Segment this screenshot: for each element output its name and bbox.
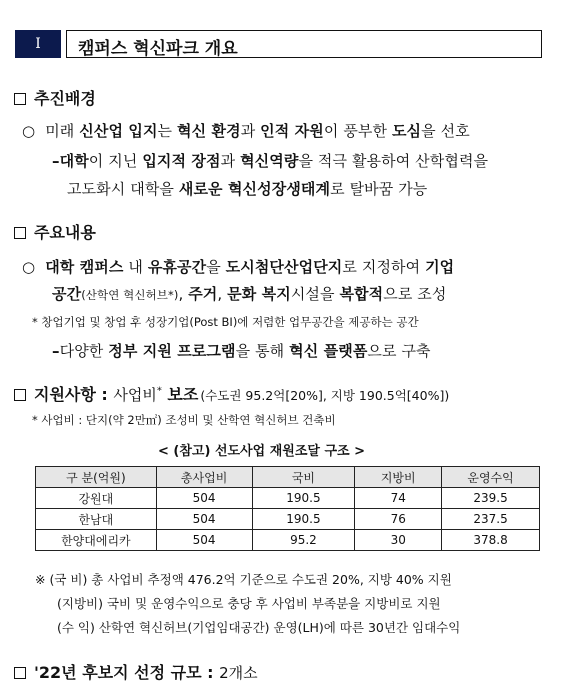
checkbox-square-icon <box>14 667 26 679</box>
column-header: 총사업비 <box>156 467 252 488</box>
footnote-national-funding: ※ (국 비) 총 사업비 추정액 476.2억 기준으로 수도권 20%, 지방 40% 지원 <box>35 572 452 587</box>
table-cell: 한양대에리카 <box>36 530 157 551</box>
column-header: 운영수익 <box>442 467 540 488</box>
paragraph-content-3: –다양한 정부 지원 프로그램을 통해 혁신 플랫폼으로 구축 <box>52 342 431 360</box>
table-cell: 504 <box>156 509 252 530</box>
table-cell: 강원대 <box>36 488 157 509</box>
table-cell: 237.5 <box>442 509 540 530</box>
table-cell: 95.2 <box>252 530 355 551</box>
table-cell: 한남대 <box>36 509 157 530</box>
table-cell: 30 <box>355 530 442 551</box>
table-cell: 190.5 <box>252 509 355 530</box>
table-cell: 76 <box>355 509 442 530</box>
checkbox-square-icon <box>14 227 26 239</box>
column-header: 지방비 <box>355 467 442 488</box>
table-cell: 239.5 <box>442 488 540 509</box>
paragraph-background-1: ○ 미래 신산업 입지는 혁신 환경과 인적 자원이 풍부한 도심을 선호 <box>22 122 470 140</box>
table-header-row <box>36 467 540 488</box>
column-header: 구 분(억원) <box>36 467 157 488</box>
table-row <box>36 530 540 551</box>
paragraph-background-3: 고도화시 대학을 새로운 혁신성장생태계로 탈바꿈 가능 <box>67 180 428 198</box>
table-cell: 504 <box>156 530 252 551</box>
footnote-revenue: (수 익) 산학연 혁신허브(기업임대공간) 운영(LH)에 따른 30년간 임대수익 <box>57 620 461 635</box>
section-heading-main-content: 주요내용 <box>14 220 96 243</box>
column-header: 국비 <box>252 467 355 488</box>
paragraph-content-2: 공간(산학연 혁신허브*), 주거, 문화 복지시설을 복합적으로 조성 <box>52 285 447 303</box>
footnote-startup-space: * 창업기업 및 창업 후 성장기업(Post BI)에 저렴한 업무공간을 제공하는 공간 <box>32 315 419 329</box>
paragraph-content-1: ○ 대학 캠퍼스 내 유휴공간을 도시첨단산업단지로 지정하여 기업 <box>22 258 455 276</box>
checkbox-square-icon <box>14 93 26 105</box>
section-heading-background: 추진배경 <box>14 86 96 109</box>
page-title: 캠퍼스 혁신파크 개요 <box>78 39 238 59</box>
footnote-project-cost: * 사업비 : 단지(약 2만㎡) 조성비 및 산학연 혁신허브 건축비 <box>32 413 336 427</box>
table-cell: 190.5 <box>252 488 355 509</box>
section-number-badge: I <box>15 30 61 58</box>
section-heading-support: 지원사항 : 사업비* 보조 (수도권 95.2억[20%], 지방 190.5억[40%]) <box>14 382 449 405</box>
table-row <box>36 488 540 509</box>
funding-structure-table <box>35 466 540 551</box>
table-cell: 378.8 <box>442 530 540 551</box>
paragraph-background-2: –대학이 지닌 입지적 장점과 혁신역량을 적극 활용하여 산학협력을 <box>52 152 489 170</box>
table-row <box>36 509 540 530</box>
table-caption: < (참고) 선도사업 재원조달 구조 > <box>158 444 365 459</box>
checkbox-square-icon <box>14 389 26 401</box>
table-cell: 504 <box>156 488 252 509</box>
table-cell: 74 <box>355 488 442 509</box>
section-heading-candidate-scale: '22년 후보지 선정 규모 : 2개소 <box>14 660 258 683</box>
footnote-local-funding: (지방비) 국비 및 운영수익으로 충당 후 사업비 부족분을 지방비로 지원 <box>57 596 441 611</box>
